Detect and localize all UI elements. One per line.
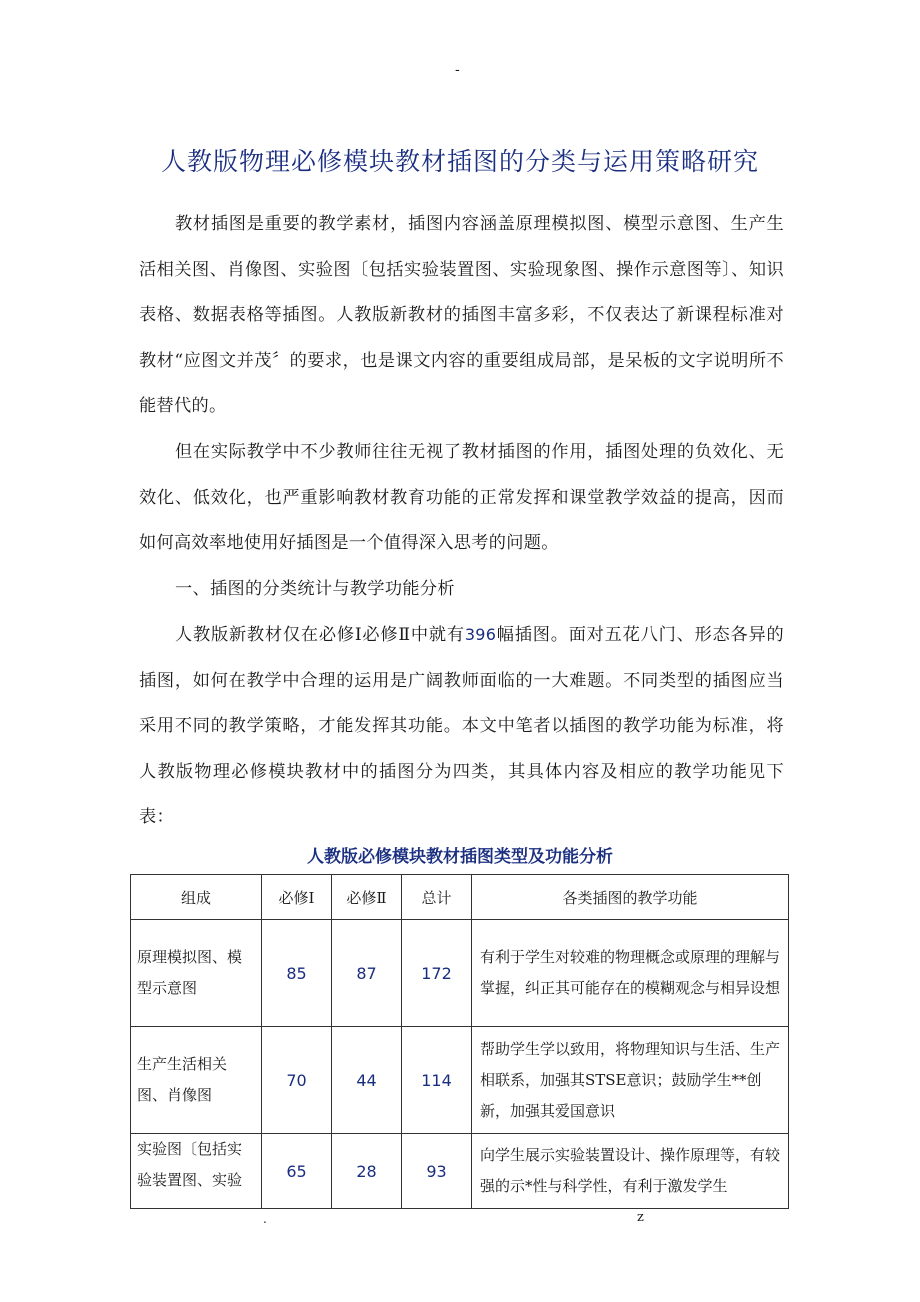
row-name: 实验图〔包括实验装置图、实验 — [131, 1134, 262, 1209]
row-total: 114 — [402, 1027, 472, 1134]
header-mark: - — [455, 62, 460, 78]
paragraph-text-after: 幅插图。面对五花八门、形态各异的插图，如何在教学中合理的运用是广阔教师面临的一大难题。不同类型的插图应当采用不同的教学策略，才能发挥其功能。本文中笔者以插图的教学功能为标准，将人教版物理必修模块教材中的插图分为四类，其具体内容及相应的教学功能见下表： — [139, 625, 784, 827]
row-compulsory-2: 44 — [332, 1027, 402, 1134]
row-compulsory-2: 28 — [332, 1134, 402, 1209]
row-name: 生产生活相关图、肖像图 — [131, 1027, 262, 1134]
paragraph-problem: 但在实际教学中不少教师往往无视了教材插图的作用，插图处理的负效化、无效化、低效化，也严重影响教材教育功能的正常发挥和课堂教学效益的提高，因而如何高效率地使用好插图是一个值得深入思考的问题。 — [139, 442, 784, 553]
illustration-table — [130, 874, 789, 1209]
paragraph-intro: 教材插图是重要的教学素材，插图内容涵盖原理模拟图、模型示意图、生产生活相关图、肖像图、实验图〔包括实验装置图、实验现象图、操作示意图等〕、知识表格、数据表格等插图。人教版新教材的插图丰富多彩，不仅表达了新课程标准对教材“应图文并茂〞的要求，也是课文内容的重要组成局部，是呆板的文字说明所不能替代的。 — [139, 214, 784, 416]
row-function: 帮助学生学以致用，将物理知识与生活、生产相联系，加强其STSE意识；鼓励学生**创新，加强其爱国意识 — [472, 1027, 789, 1134]
table-title: 人教版必修模块教材插图类型及功能分析 — [307, 847, 613, 867]
row-compulsory-2: 87 — [332, 920, 402, 1027]
paragraph-text-before: 人教版新教材仅在必修Ⅰ必修Ⅱ中就有 — [175, 625, 465, 645]
header-compulsory-2: 必修Ⅱ — [332, 875, 402, 920]
document-title: 人教版物理必修模块教材插图的分类与运用策略研究 — [160, 147, 759, 176]
header-composition: 组成 — [131, 875, 262, 920]
row-function: 向学生展示实验装置设计、操作原理等，有较强的示*性与科学性，有利于激发学生 — [472, 1134, 789, 1209]
table-row — [131, 920, 789, 1027]
illustration-count: 396 — [464, 625, 497, 644]
footer-right-mark: z — [637, 1210, 644, 1225]
row-name: 原理模拟图、模型示意图 — [131, 920, 262, 1027]
paragraph-classification — [139, 612, 784, 841]
row-function: 有利于学生对较难的物理概念或原理的理解与掌握，纠正其可能存在的模糊观念与相异设想 — [472, 920, 789, 1027]
header-total: 总计 — [402, 875, 472, 920]
table-header-row — [131, 875, 789, 920]
row-total: 93 — [402, 1134, 472, 1209]
header-compulsory-1: 必修Ⅰ — [262, 875, 332, 920]
row-compulsory-1: 70 — [262, 1027, 332, 1134]
row-compulsory-1: 85 — [262, 920, 332, 1027]
row-compulsory-1: 65 — [262, 1134, 332, 1209]
table-row — [131, 1134, 789, 1209]
header-function: 各类插图的教学功能 — [472, 875, 789, 920]
table-row — [131, 1027, 789, 1134]
section-heading: 一、插图的分类统计与教学功能分析 — [175, 579, 455, 599]
footer-left-mark: . — [263, 1212, 267, 1226]
row-total: 172 — [402, 920, 472, 1027]
